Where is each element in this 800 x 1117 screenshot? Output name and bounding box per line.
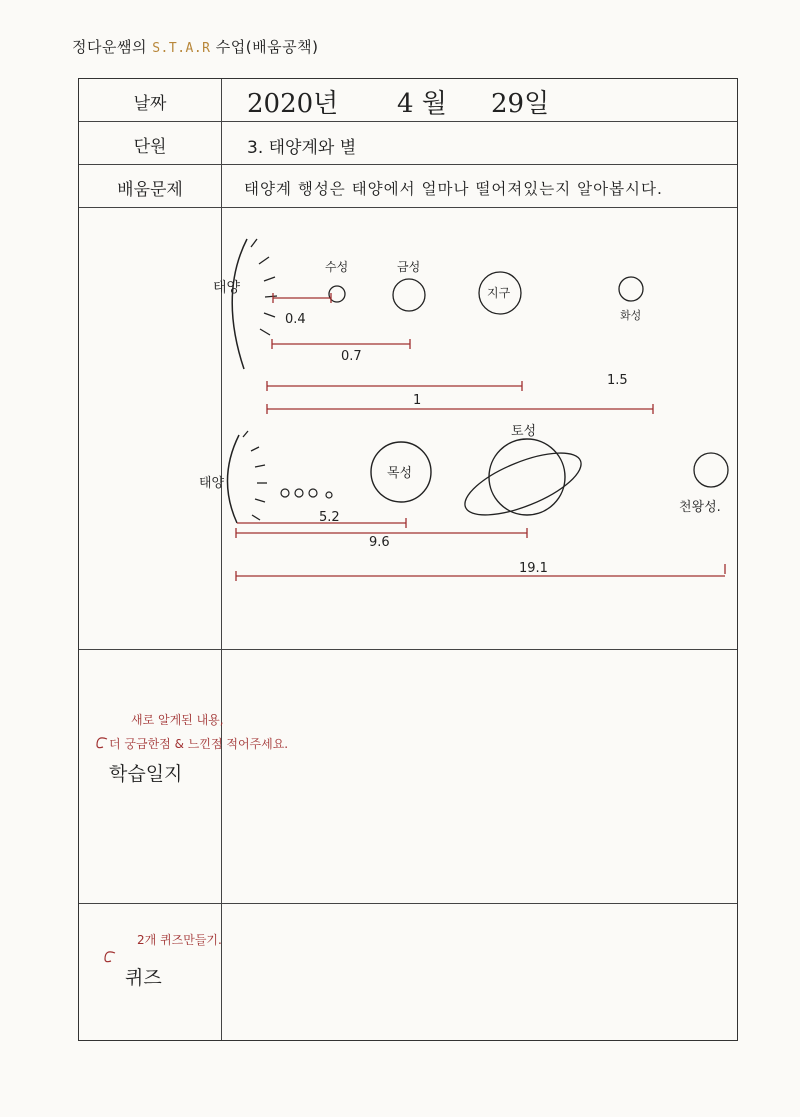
venus-circle: [393, 279, 425, 311]
uranus-circle: [694, 453, 728, 487]
distance-label: 0.4: [285, 312, 306, 327]
planet-label-venus: 금성: [397, 260, 421, 274]
saturn-body: [489, 439, 565, 515]
distance-line: [267, 404, 653, 414]
sun-label-1: 태양: [213, 280, 241, 296]
distance-line: [267, 381, 522, 391]
planet-label-jupiter: 목성: [387, 466, 413, 481]
distance-label: 9.6: [369, 535, 390, 550]
curl-arrow-icon: [101, 949, 119, 965]
distance-line: [273, 293, 331, 303]
date-month: 4 월: [397, 89, 447, 119]
header-suffix: 수업(배움공책): [210, 38, 319, 56]
distance-label: 1: [413, 393, 422, 408]
distance-line: [236, 564, 725, 581]
distance-label: 5.2: [319, 510, 340, 525]
worksheet-table: [78, 78, 738, 1041]
journal-note-line1: 새로 알게된 내용,: [131, 713, 224, 727]
distance-line: [272, 339, 410, 349]
quiz-note: 2개 퀴즈만들기.: [137, 933, 222, 947]
unit-value: 3. 태양계와 별: [247, 138, 357, 158]
planet-label-uranus: 천왕성.: [679, 500, 721, 515]
sun-label-2: 태양: [199, 476, 225, 491]
date-day: 29일: [491, 89, 550, 119]
curl-arrow-icon: [93, 735, 111, 751]
unit-label: 단원: [133, 137, 167, 157]
journal-label: 학습일지: [109, 763, 183, 785]
header-prefix: 정다운쌤의: [72, 38, 153, 56]
sun-rays: [243, 431, 267, 520]
page-header: [72, 36, 318, 57]
date-label: 날짜: [133, 94, 167, 114]
quiz-label: 퀴즈: [125, 967, 162, 989]
topic-label: 배움문제: [117, 180, 183, 200]
planet-distance-diagram: [79, 79, 739, 649]
date-year: 2020년: [247, 89, 339, 119]
planet-label-earth: 지구: [487, 286, 511, 300]
planet-label-saturn: 토성: [511, 424, 537, 439]
header-star: S.T.A.R: [152, 41, 211, 56]
journal-note-line2: 더 궁금한점 & 느낀점 적어주세요.: [109, 737, 289, 751]
topic-value: 태양계 행성은 태양에서 얼마나 떨어져있는지 알아봅시다.: [244, 180, 663, 198]
sun-arc: [227, 435, 239, 523]
distance-label: 0.7: [341, 349, 362, 364]
mars-circle: [619, 277, 643, 301]
row-divider: [79, 903, 737, 904]
sun-arc: [232, 239, 247, 369]
planet-label-mars: 화성: [620, 309, 642, 322]
planet-label-mercury: 수성: [325, 260, 349, 274]
row-divider: [79, 649, 737, 650]
distance-label: 19.1: [519, 561, 548, 576]
distance-label: 1.5: [607, 373, 628, 388]
sun-rays: [251, 239, 277, 335]
